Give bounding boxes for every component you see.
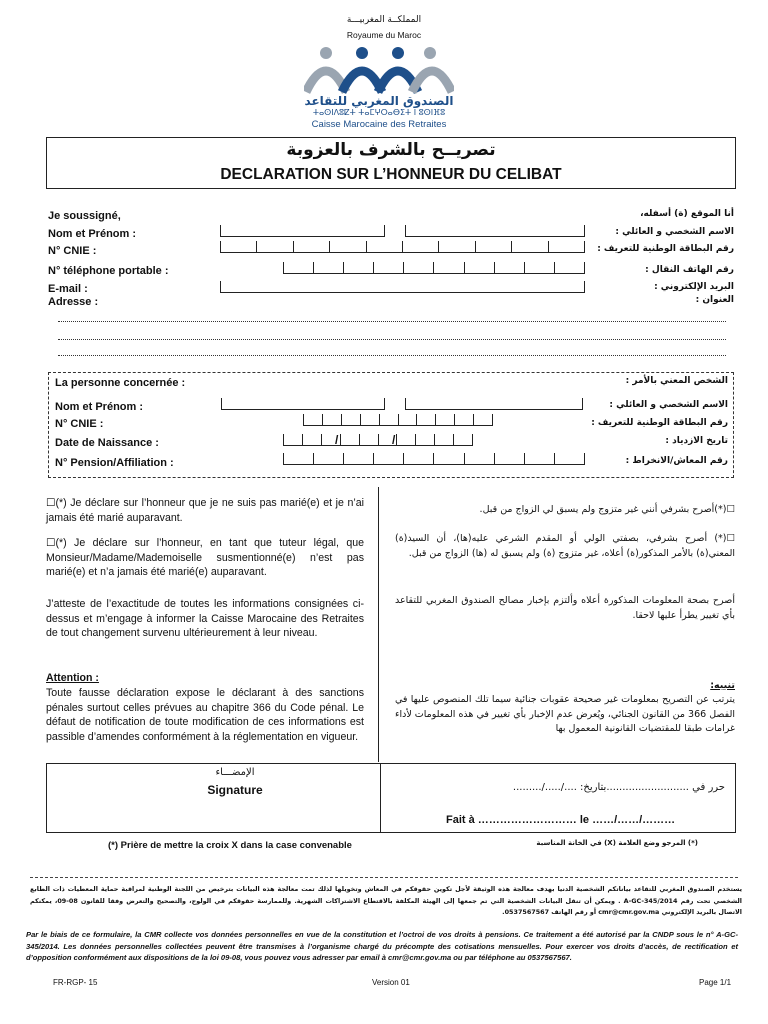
title-fr: DECLARATION SUR L’HONNEUR DU CELIBAT xyxy=(220,166,562,183)
kingdom-ar: المملكــة المغربيـــة xyxy=(346,15,422,25)
address-label-ar: العنوان : xyxy=(695,295,734,305)
concerned-cnie-label-fr: N° CNIE : xyxy=(55,418,104,430)
name-label-fr: Nom et Prénom : xyxy=(48,228,137,240)
address-label-fr: Adresse : xyxy=(48,296,99,308)
pension-label-fr: N° Pension/Affiliation : xyxy=(55,457,174,469)
privacy-separator xyxy=(30,877,738,878)
concerned-title-fr: La personne concernée : xyxy=(55,377,186,389)
column-divider xyxy=(378,487,379,762)
cnie-label-fr: N° CNIE : xyxy=(48,245,97,257)
note-ar: (*) المرجو وضع العلامة (X) في الخانة المناسبة xyxy=(536,839,698,847)
fait-fr[interactable]: Fait à ……………………… le ……/……/……… xyxy=(446,814,676,826)
pension-field[interactable] xyxy=(283,453,585,465)
cmr-logo xyxy=(304,44,454,94)
logo-dot xyxy=(320,47,332,59)
org-name-ar: الصندوق المغربي للتقاعد xyxy=(304,94,454,108)
signature-label-ar: الإمضـــاء xyxy=(215,767,255,778)
phone-field[interactable] xyxy=(283,262,585,274)
address-line-2[interactable] xyxy=(58,338,726,340)
birth-date-field[interactable] xyxy=(283,434,473,446)
form-version: Version 01 xyxy=(372,978,410,987)
title-ar: تصريــح بالشرف بالعزوبة xyxy=(286,140,496,160)
decl-single-ar[interactable]: ☐(*)أصرح بشرفي أنني غير متزوج ولم يسبق لي الزواج من قبل. xyxy=(479,504,735,515)
name-field[interactable] xyxy=(220,225,385,237)
email-field[interactable] xyxy=(220,281,585,293)
phone-label-ar: رقم الهاتف النقال : xyxy=(645,265,734,275)
soussigne-label-fr: Je soussigné, xyxy=(48,210,121,222)
decl-single-fr[interactable]: ☐(*) Je déclare sur l’honneur que je ne suis pas marié(e) et je n’ai jamais été marié auparavant. xyxy=(46,497,364,524)
name-label-ar: الاسم الشخصي و العائلي : xyxy=(615,227,734,237)
attention-text-ar: يترتب عن التصريح بمعلومات غير صحيحة عقوبات جنائية سيما تلك المنصوص عليها في الفصل 366 من القانون الجنائي، ويُعرض عدم الإخبار بأي تغيير في هذه المعلومات لأداء غرامات طبقا للمقتضيات القانونية المعمول بها xyxy=(395,694,736,734)
birth-label-ar: تاريخ الازدياد : xyxy=(665,436,728,446)
attention-text-fr: Toute fausse déclaration expose le déclarant à des sanctions pénales surtout celles prévues au chapitre 366 du Code pénal. Le défaut de notification de toute modification de ces informations est passible d’amendes conformément à la réglementation en vigueur. xyxy=(46,687,364,743)
privacy-ar: يستخدم الصندوق المغربي للتقاعد بياناتكم الشخصية الدنيا بهدف معالجة هذه الوثيقة لأجل تكوين حقوقكم في المعاش وتخويلها لذلك تمت معالجة هذه البيانات بترخيص من اللجنة الوطنية لمراقبة حماية المعطيات ذات الطابع الشخصي تحت رقم A-GC-345/2014 . ويمكن أن تنقل البيانات الشخصية التي تم جمعها إلى الهيئة المكلفة بالاقتطاع الاشتراكات الشهرية. وللممارسة حقوقكم في الولوج، والتصحيح والتعرض وفقا للقانون 08-09، يمكنكم الاتصال بالبريد الإلكتروني cmr@cmr.gov.ma أو رقم الهاتف 0537567567. xyxy=(30,885,742,916)
org-name-fr: Caisse Marocaine des Retraites xyxy=(311,119,447,130)
date-separator: / xyxy=(392,433,396,447)
soussigne-label-ar: أنا الموقع (ة) أسفله، xyxy=(640,209,734,219)
logo-dot xyxy=(356,47,368,59)
email-label-ar: البريد الإلكتروني : xyxy=(654,282,734,292)
concerned-cnie-label-ar: رقم البطاقة الوطنية للتعريف : xyxy=(591,418,728,428)
form-reference: FR-RGP- 15 xyxy=(53,978,98,987)
decl-guardian-fr[interactable]: ☐(*) Je déclare sur l’honneur, en tant que tuteur légal, que Monsieur/Madame/Mademoiselle susmentionné(e) n’est pas marié(e) et n’a jamais été marié(e) auparavant. xyxy=(46,537,364,578)
surname-field[interactable] xyxy=(405,225,585,237)
date-separator: / xyxy=(335,433,339,447)
cnie-field[interactable] xyxy=(220,241,585,253)
concerned-cnie-field[interactable] xyxy=(303,414,493,426)
attention-title-fr: Attention : xyxy=(46,672,99,684)
address-line-1[interactable] xyxy=(58,320,726,322)
kingdom-fr: Royaume du Maroc xyxy=(346,30,422,40)
fait-ar[interactable]: حرر في ..........................بتاريخ: ..../...../......... xyxy=(512,782,725,793)
org-name-tifinagh: ⵜⴰⵙⵏⴷⵓⵇⵜ ⵜⴰⵎⵖⵔⴰⴱⵉⵜ ⵏ ⵓⵙⵏⴼⵓ xyxy=(312,108,446,117)
concerned-name-field[interactable] xyxy=(221,398,385,410)
attest-ar: أصرح بصحة المعلومات المذكورة أعلاه وألتزم بإخبار مصالح الصندوق المغربي للتقاعد بأي تغيير يطرأ عليها لاحقا. xyxy=(395,595,735,621)
signature-label-fr: Signature xyxy=(207,783,263,797)
decl-guardian-ar[interactable]: ☐(*) أصرح بشرفي، بصفتي الولي أو المقدم الشرعي عليه(ها)، أن السيد(ة) المعني(ة) بالأمر المذكور(ة) أعلاه، غير متزوج (ة) ولم يسبق له (ها) الزواج من قبل. xyxy=(395,533,735,559)
concerned-surname-field[interactable] xyxy=(405,398,583,410)
note-fr: (*) Prière de mettre la croix X dans la case convenable xyxy=(108,840,352,851)
address-line-3[interactable] xyxy=(58,354,726,356)
cnie-label-ar: رقم البطاقة الوطنية للتعريف : xyxy=(597,244,734,254)
concerned-name-label-ar: الاسم الشخصي و العائلي : xyxy=(609,400,728,410)
pension-label-ar: رقم المعاش/الانخراط : xyxy=(625,456,728,466)
signature-area[interactable] xyxy=(50,800,375,830)
concerned-title-ar: الشخص المعني بالأمر : xyxy=(625,376,728,386)
privacy-fr: Par le biais de ce formulaire, la CMR collecte vos données personnelles en vue de la constitution et l’octroi de vos droits à pensions. Ce traitement a été autorisé par la CNDP sous le n° A-GC-345/2014. Les données personnelles collectées peuvent être transmises à l’organisme chargé du précompte des cotisations mensuelles. Pour exercer vos droits d’accès, de rectification et d’opposition conformément aux dispositions de la loi 09-08, vous pouvez vous adresser par email à cmr@cmr.gov.ma ou par téléphone au 0537567567. xyxy=(26,930,738,963)
signature-divider xyxy=(380,763,381,833)
phone-label-fr: N° téléphone portable : xyxy=(48,265,169,277)
logo-arc xyxy=(412,71,452,92)
attest-fr: J’atteste de l’exactitude de toutes les informations consignées ci-dessus et m’engage à informer la Caisse Marocaine des Retraites de tout changement survenu ultérieurement à leur niveau. xyxy=(46,598,364,639)
birth-label-fr: Date de Naissance : xyxy=(55,437,159,449)
concerned-name-label-fr: Nom et Prénom : xyxy=(55,401,144,413)
logo-dot xyxy=(392,47,404,59)
page-number: Page 1/1 xyxy=(699,978,732,987)
email-label-fr: E-mail : xyxy=(48,283,88,295)
logo-dot xyxy=(424,47,436,59)
attention-title-ar: تنبيه: xyxy=(710,680,735,691)
